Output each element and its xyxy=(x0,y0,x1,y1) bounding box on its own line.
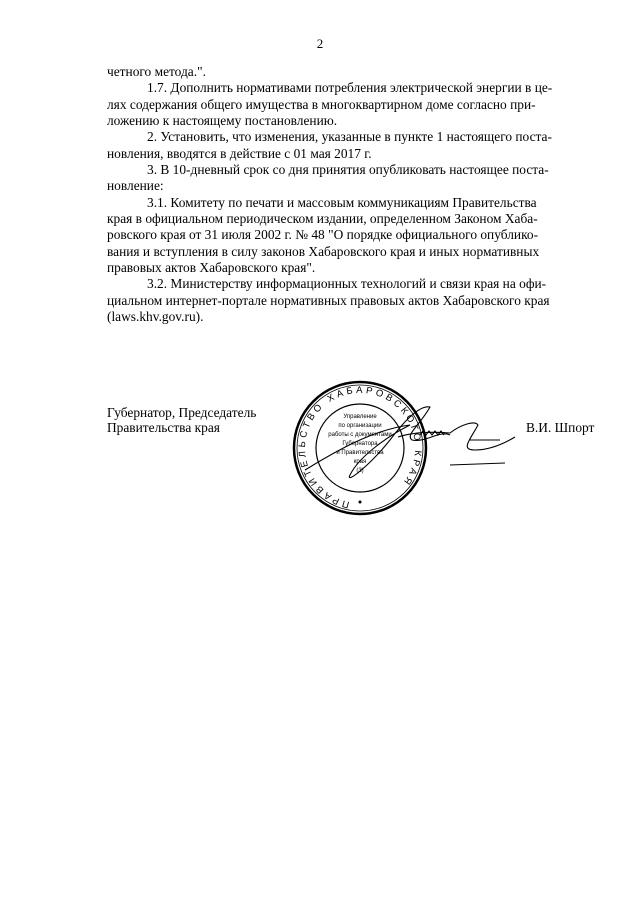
page-number: 2 xyxy=(316,36,324,51)
handwritten-signature xyxy=(300,395,520,485)
seal-center-line: по организации xyxy=(338,423,382,429)
signatory-title-line2: Правительства края xyxy=(107,420,220,435)
paragraph-line: 2. Установить, что изменения, указанные в пункте 1 настоящего поста- xyxy=(147,129,552,145)
paragraph-line: правовых актов Хабаровского края". xyxy=(107,260,316,276)
seal-center-line: Управление xyxy=(343,414,377,420)
seal-center-line: края xyxy=(353,459,367,465)
paragraph-line: вания и вступления в силу законов Хабаровского края и иных нормативных xyxy=(107,243,540,259)
paragraph-line: новление: xyxy=(107,178,164,194)
signatory-name: В.И. Шпорт xyxy=(526,420,595,435)
paragraph-line: ровского края от 31 июля 2002 г. № 48 "О порядке официального опублико- xyxy=(107,227,539,243)
paragraph-line: новления, вводятся в действие с 01 мая 2017 г. xyxy=(107,145,372,161)
paragraph-line: лях содержания общего имущества в многоквартирном доме согласно при- xyxy=(107,96,536,112)
signatory-title xyxy=(107,405,256,435)
paragraph-line: ложению к настоящему постановлению. xyxy=(107,113,338,129)
seal-center-line: работы с документами xyxy=(328,432,392,438)
paragraph-line: 3.1. Комитету по печати и массовым коммуникациям Правительства xyxy=(147,194,537,210)
seal-center-line: (3) xyxy=(356,468,364,474)
document-body xyxy=(107,64,553,326)
paragraph-line: края в официальном периодическом издании, определенном Законом Хаба- xyxy=(107,211,538,227)
signatory-title-line1: Губернатор, Председатель xyxy=(107,405,257,420)
seal-center-line: Губернатора xyxy=(342,441,378,447)
paragraph-line: четного метода.". xyxy=(107,64,206,79)
paragraph-line: 3.2. Министерству информационных технологий и связи края на офи- xyxy=(147,276,547,292)
seal-center-line: и Правительства xyxy=(336,450,384,456)
paragraph-line: 3. В 10-дневный срок со дня принятия опубликовать настоящее поста- xyxy=(147,162,549,178)
paragraph-line: циальном интернет-портале нормативных правовых актов Хабаровского края xyxy=(107,292,550,308)
paragraph-line: (laws.khv.gov.ru). xyxy=(107,309,204,325)
seal-ring-text: ПРАВИТЕЛЬСТВО ХАБАРОВСКОГО КРАЯ xyxy=(296,384,424,510)
paragraph-line: 1.7. Дополнить нормативами потребления электрической энергии в це- xyxy=(147,80,553,96)
